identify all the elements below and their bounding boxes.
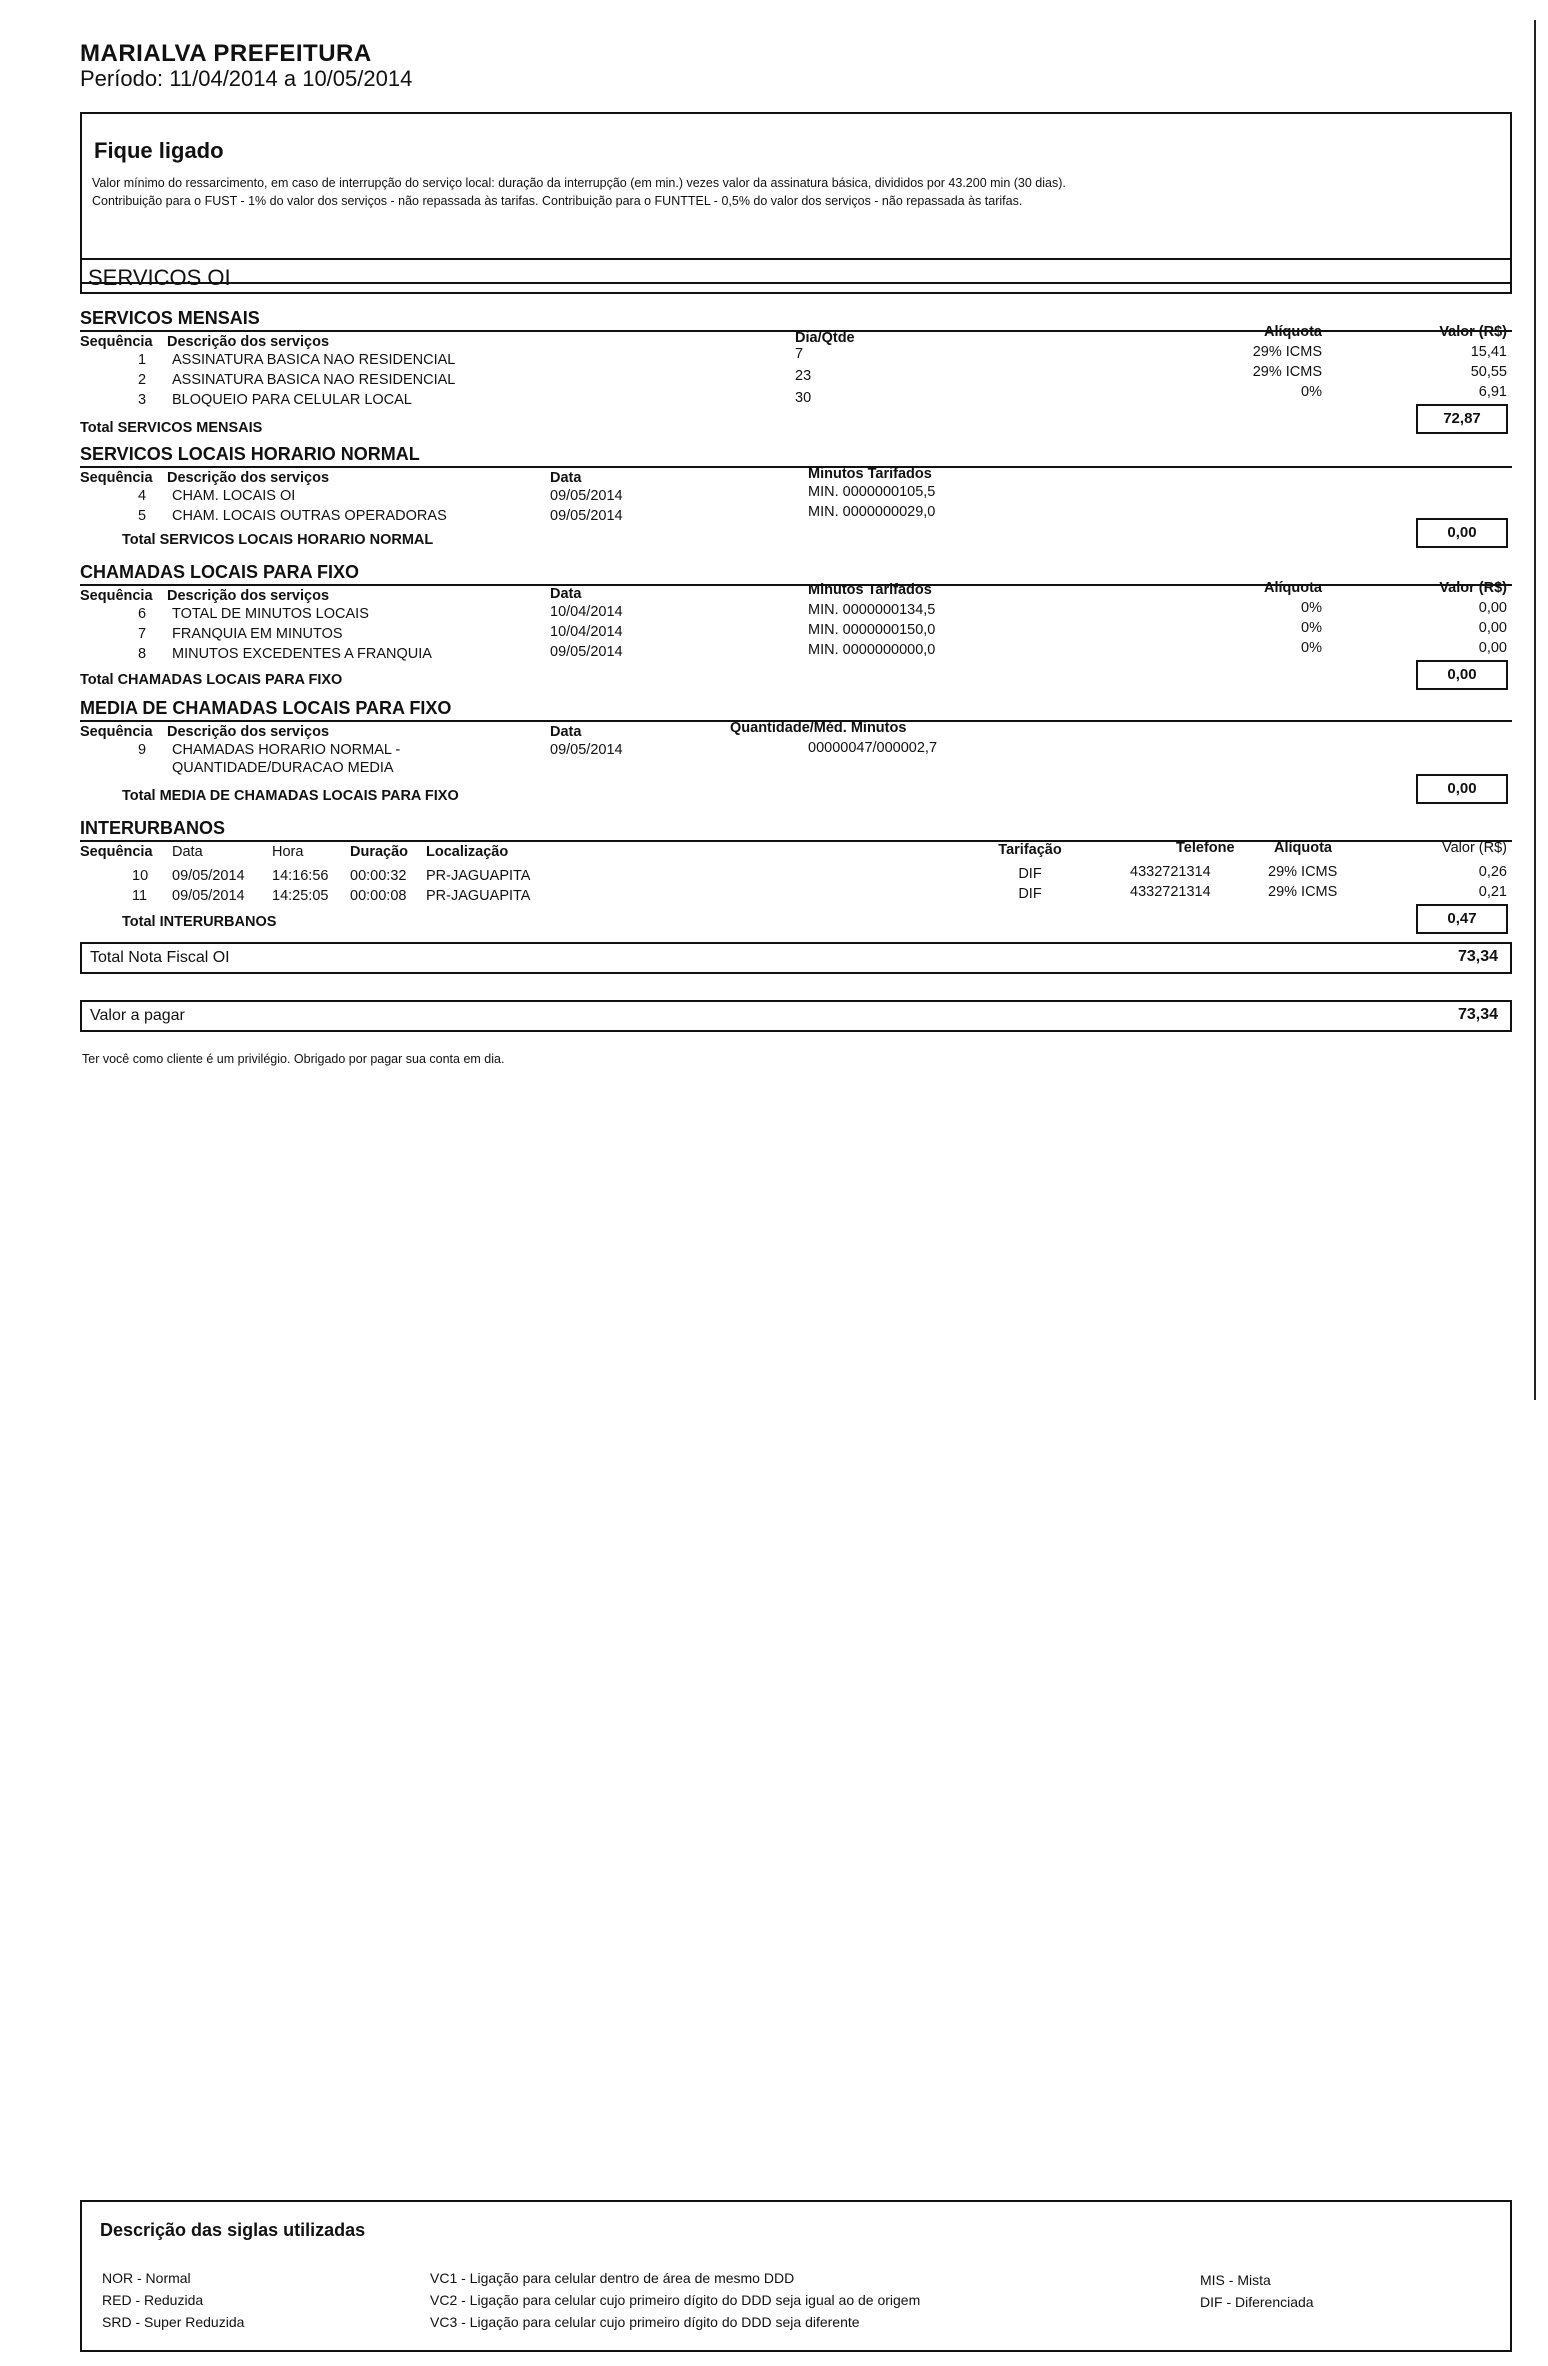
notice-line-1: Valor mínimo do ressarcimento, em caso de interrupção do serviço local: duração da interrupção (em min.) vezes valor da assinatura básica, divididos por 43.200 min (30 dias). [92, 176, 1066, 190]
col-header-desc: Descrição dos serviços [167, 334, 330, 350]
notice-title: Fique ligado [94, 138, 224, 163]
thank-you-message: Ter você como cliente é um privilégio. Obrigado por pagar sua conta em dia. [82, 1052, 505, 1066]
row-desc: CHAM. LOCAIS OI [172, 488, 296, 504]
sigla-item: RED - Reduzida [102, 2292, 204, 2308]
total-nota-fiscal-value: 73,34 [1457, 948, 1498, 965]
col-header-hora: Hora [272, 844, 304, 860]
row-valor: 0,00 [1478, 640, 1507, 656]
total-label: Total SERVICOS MENSAIS [80, 420, 263, 436]
row-valor: 50,55 [1470, 364, 1507, 380]
row-aliq: 29% ICMS [1252, 364, 1322, 380]
total-nota-fiscal-box [80, 942, 1512, 974]
row-valor: 0,00 [1478, 620, 1507, 636]
billing-period: Período: 11/04/2014 a 10/05/2014 [80, 66, 413, 91]
row-qty: 23 [795, 368, 812, 384]
row-seq: 6 [138, 606, 147, 622]
row-qty: 7 [795, 346, 804, 362]
row-seq: 2 [138, 372, 147, 388]
col-header-desc: Descrição dos serviços [167, 724, 330, 740]
col-header-valor: Valor (R$) [1439, 580, 1507, 596]
row-hora: 14:16:56 [272, 868, 329, 884]
row-tel: 4332721314 [1130, 864, 1211, 880]
col-header-data: Data [550, 724, 582, 740]
col-header-desc: Descrição dos serviços [167, 470, 330, 486]
section-title: MEDIA DE CHAMADAS LOCAIS PARA FIXO [80, 698, 452, 718]
row-desc: ASSINATURA BASICA NAO RESIDENCIAL [172, 352, 456, 368]
row-valor: 15,41 [1470, 344, 1507, 360]
col-header-tel: Telefone [1176, 840, 1235, 856]
siglas-legend-box [80, 2200, 1512, 2352]
col-header-seq: Sequência [80, 724, 153, 740]
col-header-min: Minutos Tarifados [808, 582, 932, 598]
row-desc: MINUTOS EXCEDENTES A FRANQUIA [172, 646, 432, 662]
col-header-seq: Sequência [80, 470, 153, 486]
col-header-data: Data [550, 470, 582, 486]
valor-a-pagar-box [80, 1000, 1512, 1032]
col-header-aliq: Alíquota [1264, 324, 1322, 340]
total-value: 0,00 [1416, 660, 1508, 690]
section-title: SERVICOS LOCAIS HORARIO NORMAL [80, 444, 420, 464]
sigla-item: VC1 - Ligação para celular dentro de área de mesmo DDD [430, 2270, 795, 2286]
total-label: Total INTERURBANOS [122, 914, 277, 930]
total-value: 0,00 [1416, 774, 1508, 804]
total-label: Total MEDIA DE CHAMADAS LOCAIS PARA FIXO [122, 788, 459, 804]
sigla-item: VC3 - Ligação para celular cujo primeiro dígito do DDD seja diferente [430, 2314, 860, 2330]
sigla-item: SRD - Super Reduzida [102, 2314, 245, 2330]
row-valor: 0,00 [1478, 600, 1507, 616]
row-seq: 7 [138, 626, 147, 642]
sigla-item: NOR - Normal [102, 2270, 191, 2286]
row-data: 09/05/2014 [550, 644, 623, 660]
row-aliq: 29% ICMS [1268, 884, 1338, 900]
row-min: MIN. 0000000134,5 [808, 602, 936, 618]
valor-a-pagar-value: 73,34 [1457, 1006, 1498, 1023]
siglas-title: Descrição das siglas utilizadas [100, 2220, 366, 2240]
row-seq: 3 [138, 392, 147, 408]
row-min: MIN. 0000000150,0 [808, 622, 936, 638]
section-rule [80, 466, 1512, 468]
services-title-box [80, 258, 1512, 294]
col-header-duracao: Duração [350, 844, 409, 860]
notice-line-2: Contribuição para o FUST - 1% do valor dos serviços - não repassada às tarifas. Contribuição para o FUNTTEL - 0,5% do valor dos serviços - não repassada às tarifas. [92, 194, 1023, 208]
col-header-aliq: Alíquota [1264, 580, 1322, 596]
row-seq: 1 [138, 352, 147, 368]
row-desc: FRANQUIA EM MINUTOS [172, 626, 343, 642]
sigla-item: MIS - Mista [1200, 2272, 1271, 2288]
services-title: SERVICOS OI [88, 265, 231, 290]
row-aliq: 29% ICMS [1252, 344, 1322, 360]
row-desc-1: CHAMADAS HORARIO NORMAL - [172, 742, 401, 758]
row-desc: CHAM. LOCAIS OUTRAS OPERADORAS [172, 508, 447, 524]
row-min: MIN. 0000000105,5 [808, 484, 936, 500]
col-header-local: Localização [426, 844, 509, 860]
row-data: 10/04/2014 [550, 624, 623, 640]
row-tel: 4332721314 [1130, 884, 1211, 900]
col-header-data: Data [550, 586, 582, 602]
total-value: 0,47 [1416, 904, 1508, 934]
section-title: INTERURBANOS [80, 818, 226, 838]
col-header-seq: Sequência [80, 844, 153, 860]
row-local: PR-JAGUAPITA [426, 888, 531, 904]
row-data: 09/05/2014 [172, 888, 245, 904]
total-value: 72,87 [1416, 404, 1508, 434]
row-data: 09/05/2014 [172, 868, 245, 884]
row-seq: 11 [132, 888, 148, 904]
col-header-tarif: Tarifação [998, 842, 1062, 858]
row-seq: 4 [138, 488, 147, 504]
row-aliq: 0% [1301, 600, 1322, 616]
row-desc: ASSINATURA BASICA NAO RESIDENCIAL [172, 372, 456, 388]
row-desc: BLOQUEIO PARA CELULAR LOCAL [172, 392, 412, 408]
col-header-min: Minutos Tarifados [808, 466, 932, 482]
row-desc-2: QUANTIDADE/DURACAO MEDIA [172, 760, 394, 776]
row-seq: 9 [138, 742, 147, 758]
col-header-valor: Valor (R$) [1442, 840, 1507, 856]
total-label: Total CHAMADAS LOCAIS PARA FIXO [80, 672, 343, 688]
col-header-seq: Sequência [80, 334, 153, 350]
row-local: PR-JAGUAPITA [426, 868, 531, 884]
sigla-item: VC2 - Ligação para celular cujo primeiro dígito do DDD seja igual ao de origem [430, 2292, 921, 2308]
row-seq: 8 [138, 646, 147, 662]
col-header-qtd: Quantidade/Méd. Minutos [730, 720, 907, 736]
total-value: 0,00 [1416, 518, 1508, 548]
section-title: SERVICOS MENSAIS [80, 308, 260, 328]
row-qtd: 00000047/000002,7 [808, 740, 938, 756]
row-valor: 0,26 [1478, 864, 1507, 880]
col-header-seq: Sequência [80, 588, 153, 604]
valor-a-pagar-label: Valor a pagar [90, 1007, 185, 1024]
row-hora: 14:25:05 [272, 888, 329, 904]
row-valor: 0,21 [1478, 884, 1507, 900]
page-edge-line [1534, 20, 1536, 1400]
row-aliq: 0% [1301, 620, 1322, 636]
row-duracao: 00:00:32 [350, 868, 407, 884]
row-data: 09/05/2014 [550, 742, 623, 758]
row-aliq: 0% [1301, 640, 1322, 656]
sigla-item: DIF - Diferenciada [1200, 2294, 1314, 2310]
total-label: Total SERVICOS LOCAIS HORARIO NORMAL [122, 532, 434, 548]
row-data: 09/05/2014 [550, 488, 623, 504]
row-data: 10/04/2014 [550, 604, 623, 620]
col-header-data: Data [172, 844, 203, 860]
row-seq: 5 [138, 508, 147, 524]
total-nota-fiscal-label: Total Nota Fiscal OI [90, 949, 230, 966]
row-tarif: DIF [1018, 886, 1042, 902]
section-title: CHAMADAS LOCAIS PARA FIXO [80, 562, 359, 582]
row-desc: TOTAL DE MINUTOS LOCAIS [172, 606, 369, 622]
col-header-desc: Descrição dos serviços [167, 588, 330, 604]
row-data: 09/05/2014 [550, 508, 623, 524]
row-min: MIN. 0000000000,0 [808, 642, 936, 658]
col-header-aliq: Alíquota [1274, 840, 1332, 856]
row-aliq: 29% ICMS [1268, 864, 1338, 880]
row-qty: 30 [795, 390, 812, 406]
company-name: MARIALVA PREFEITURA [80, 40, 372, 67]
row-aliq: 0% [1301, 384, 1322, 400]
row-tarif: DIF [1018, 866, 1042, 882]
row-valor: 6,91 [1478, 384, 1507, 400]
row-min: MIN. 0000000029,0 [808, 504, 936, 520]
col-header-qty: Dia/Qtde [795, 330, 855, 346]
row-seq: 10 [132, 868, 149, 884]
col-header-valor: Valor (R$) [1439, 324, 1507, 340]
row-duracao: 00:00:08 [350, 888, 407, 904]
